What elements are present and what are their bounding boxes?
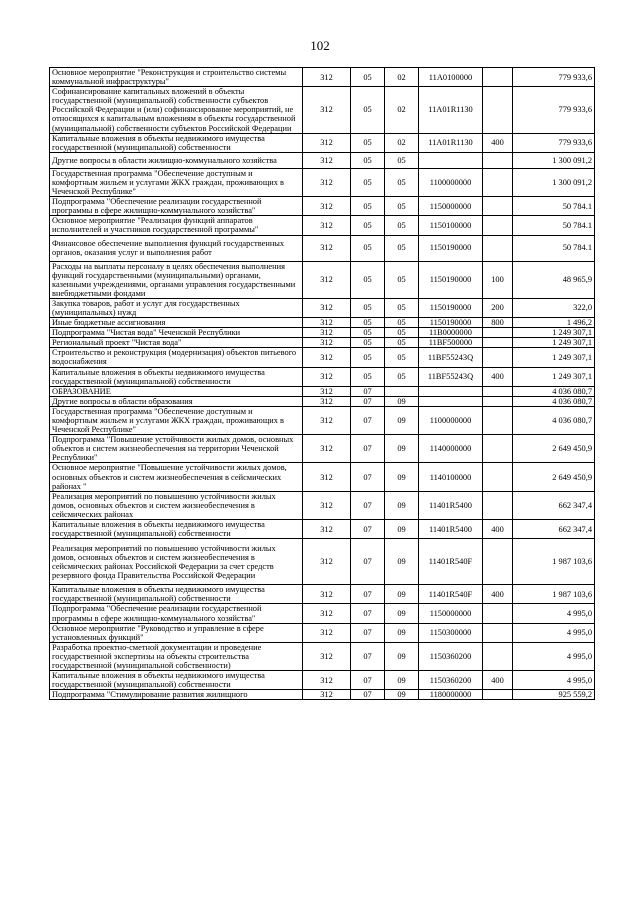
item-name-cell: Разработка проектно-сметной документации и проведение государственной экспертизы на объекты строительства государственной (муниципальной собственности) [50,642,303,670]
section-code-cell: 05 [351,168,385,196]
amount-cell: 2 649 450,9 [513,463,595,491]
section-code-cell: 05 [351,133,385,152]
amount-cell: 4 995,0 [513,642,595,670]
expense-type-code-cell [483,338,513,348]
subsection-code-cell: 02 [385,87,419,133]
ved-code-cell: 312 [303,386,351,396]
section-code-cell: 05 [351,68,385,87]
target-article-code-cell: 1150360200 [419,671,483,690]
amount-cell: 4 036 080,7 [513,406,595,434]
ved-code-cell: 312 [303,604,351,623]
subsection-code-cell: 09 [385,690,419,700]
ved-code-cell: 312 [303,671,351,690]
budget-table [49,67,595,700]
section-code-cell: 07 [351,435,385,463]
target-article-code-cell: 11BF55243Q [419,348,483,367]
target-article-code-cell: 1180000000 [419,690,483,700]
section-code-cell: 05 [351,298,385,317]
table-row [50,168,595,196]
amount-cell: 779 933,6 [513,87,595,133]
subsection-code-cell: 09 [385,642,419,670]
target-article-code-cell: 11401R5400 [419,520,483,539]
expense-type-code-cell: 400 [483,585,513,604]
subsection-code-cell [385,386,419,396]
amount-cell: 48 965,9 [513,261,595,298]
target-article-code-cell: 1140100000 [419,463,483,491]
target-article-code-cell: 11А0100000 [419,68,483,87]
table-row [50,68,595,87]
expense-type-code-cell: 800 [483,318,513,328]
subsection-code-cell: 09 [385,406,419,434]
ved-code-cell: 312 [303,690,351,700]
item-name-cell: Капитальные вложения в объекты недвижимого имущества государственной (муниципальной) собственности [50,367,303,386]
item-name-cell: Подпрограмма "Обеспечение реализации государственной программы в сфере жилищно-коммунального хозяйства" [50,197,303,216]
subsection-code-cell: 02 [385,133,419,152]
amount-cell: 50 784.1 [513,216,595,235]
ved-code-cell: 312 [303,328,351,338]
table-row [50,520,595,539]
table-row [50,585,595,604]
expense-type-code-cell: 400 [483,671,513,690]
target-article-code-cell [419,396,483,406]
section-code-cell: 07 [351,671,385,690]
subsection-code-cell: 05 [385,367,419,386]
section-code-cell: 07 [351,623,385,642]
ved-code-cell: 312 [303,585,351,604]
expense-type-code-cell [483,87,513,133]
item-name-cell: Капитальные вложения в объекты недвижимого имущества государственной (муниципальной) собственности [50,520,303,539]
expense-type-code-cell: 400 [483,520,513,539]
target-article-code-cell [419,386,483,396]
amount-cell: 1 249 307,1 [513,328,595,338]
target-article-code-cell: 11401R540F [419,585,483,604]
item-name-cell: Расходы на выплаты персоналу в целях обеспечения выполнения функций государственными (муниципальными) органами, казенными учреждениями, органами управления государственными внебюджетными фондами [50,261,303,298]
amount-cell: 1 249 307,1 [513,348,595,367]
subsection-code-cell: 05 [385,261,419,298]
target-article-code-cell: 11BF55243Q [419,367,483,386]
table-row [50,348,595,367]
table-row [50,463,595,491]
target-article-code-cell: 1150300000 [419,623,483,642]
target-article-code-cell: 11401R540F [419,539,483,585]
item-name-cell: Подпрограмма "Обеспечение реализации государственной программы в сфере жилищно-коммунального хозяйства" [50,604,303,623]
amount-cell: 4 995,0 [513,671,595,690]
ved-code-cell: 312 [303,435,351,463]
expense-type-code-cell [483,396,513,406]
subsection-code-cell: 05 [385,348,419,367]
amount-cell: 1 249 307,1 [513,367,595,386]
ved-code-cell: 312 [303,623,351,642]
section-code-cell: 05 [351,152,385,168]
ved-code-cell: 312 [303,197,351,216]
target-article-code-cell: 1150000000 [419,197,483,216]
expense-type-code-cell [483,152,513,168]
section-code-cell: 05 [351,328,385,338]
ved-code-cell: 312 [303,68,351,87]
section-code-cell: 07 [351,406,385,434]
subsection-code-cell: 05 [385,328,419,338]
target-article-code-cell: 11401R5400 [419,491,483,519]
item-name-cell: Капитальные вложения в объекты недвижимого имущества государственной (муниципальной) собственности [50,585,303,604]
table-row [50,367,595,386]
subsection-code-cell: 05 [385,318,419,328]
ved-code-cell: 312 [303,133,351,152]
ved-code-cell: 312 [303,348,351,367]
subsection-code-cell: 09 [385,623,419,642]
ved-code-cell: 312 [303,396,351,406]
table-row [50,386,595,396]
subsection-code-cell: 09 [385,671,419,690]
table-row [50,318,595,328]
table-row [50,604,595,623]
amount-cell: 1 300 091,2 [513,152,595,168]
expense-type-code-cell [483,197,513,216]
item-name-cell: Строительство и реконструкция (модернизация) объектов питьевого водоснабжения [50,348,303,367]
table-row [50,197,595,216]
table-row [50,435,595,463]
amount-cell: 322,0 [513,298,595,317]
amount-cell: 1 496,2 [513,318,595,328]
item-name-cell: Основное мероприятие "Повышение устойчивости жилых домов, основных объектов и систем жизнеобеспечения в сейсмических районах " [50,463,303,491]
expense-type-code-cell [483,463,513,491]
expense-type-code-cell: 400 [483,367,513,386]
ved-code-cell: 312 [303,318,351,328]
expense-type-code-cell [483,539,513,585]
subsection-code-cell: 02 [385,68,419,87]
item-name-cell: Финансовое обеспечение выполнения функций государственных органов, оказания услуг и выполнения работ [50,235,303,261]
ved-code-cell: 312 [303,87,351,133]
table-row [50,152,595,168]
section-code-cell: 07 [351,491,385,519]
subsection-code-cell: 05 [385,338,419,348]
target-article-code-cell: 1150190000 [419,261,483,298]
item-name-cell: Основное мероприятие "Реконструкция и строительство системы коммунальной инфраструктуры" [50,68,303,87]
expense-type-code-cell [483,690,513,700]
section-code-cell: 05 [351,87,385,133]
ved-code-cell: 312 [303,520,351,539]
expense-type-code-cell [483,348,513,367]
item-name-cell: Государственная программа "Обеспечение доступным и комфортным жильем и услугами ЖКХ граждан, проживающих в Чеченской Республике" [50,406,303,434]
item-name-cell: ОБРАЗОВАНИЕ [50,386,303,396]
subsection-code-cell: 05 [385,298,419,317]
amount-cell: 925 559,2 [513,690,595,700]
section-code-cell: 07 [351,690,385,700]
table-row [50,406,595,434]
section-code-cell: 05 [351,197,385,216]
amount-cell: 4 036 080,7 [513,396,595,406]
section-code-cell: 05 [351,216,385,235]
target-article-code-cell: 1150190000 [419,298,483,317]
amount-cell: 1 987 103,6 [513,585,595,604]
section-code-cell: 05 [351,338,385,348]
ved-code-cell: 312 [303,491,351,519]
section-code-cell: 05 [351,367,385,386]
ved-code-cell: 312 [303,152,351,168]
amount-cell: 662 347,4 [513,491,595,519]
expense-type-code-cell [483,386,513,396]
item-name-cell: Иные бюджетные ассигнования [50,318,303,328]
section-code-cell: 05 [351,318,385,328]
section-code-cell: 07 [351,520,385,539]
target-article-code-cell: 1150100000 [419,216,483,235]
target-article-code-cell: 11А01R1130 [419,87,483,133]
item-name-cell: Подпрограмма "Стимулирование развития жилищного [50,690,303,700]
item-name-cell: Другие вопросы в области жилищно-коммунального хозяйства [50,152,303,168]
table-row [50,396,595,406]
item-name-cell: Основное мероприятие "Реализация функций аппаратов исполнителей и участников государственной программы" [50,216,303,235]
subsection-code-cell: 05 [385,168,419,196]
target-article-code-cell: 1150190000 [419,318,483,328]
expense-type-code-cell [483,642,513,670]
table-body [50,68,595,700]
page-number: 102 [310,38,330,53]
amount-cell: 662 347,4 [513,520,595,539]
amount-cell: 1 249 307,1 [513,338,595,348]
expense-type-code-cell [483,168,513,196]
table-row [50,216,595,235]
table-row [50,623,595,642]
amount-cell: 4 995,0 [513,604,595,623]
target-article-code-cell: 1150000000 [419,604,483,623]
item-name-cell: Реализация мероприятий по повышению устойчивости жилых домов, основных объектов и систем жизнеобеспечения в сейсмических районах Российской Федерации за счет средств резервного фонда Правительства Российской Федерации [50,539,303,585]
table-row [50,642,595,670]
target-article-code-cell: 11В0000000 [419,328,483,338]
target-article-code-cell: 1150190000 [419,235,483,261]
item-name-cell: Основное мероприятие "Руководство и управление в сфере установленных функций" [50,623,303,642]
table-row [50,298,595,317]
expense-type-code-cell: 100 [483,261,513,298]
amount-cell: 779 933,6 [513,133,595,152]
item-name-cell: Капитальные вложения в объекты недвижимого имущества государственной (муниципальной) собственности [50,671,303,690]
table-row [50,87,595,133]
item-name-cell: Государственная программа "Обеспечение доступным и комфортным жильем и услугами ЖКХ граждан, проживающих в Чеченской Республике" [50,168,303,196]
subsection-code-cell: 09 [385,463,419,491]
subsection-code-cell: 09 [385,520,419,539]
ved-code-cell: 312 [303,168,351,196]
ved-code-cell: 312 [303,261,351,298]
ved-code-cell: 312 [303,367,351,386]
ved-code-cell: 312 [303,642,351,670]
item-name-cell: Капитальные вложения в объекты недвижимого имущества государственной (муниципальной) собственности [50,133,303,152]
ved-code-cell: 312 [303,463,351,491]
table-row [50,491,595,519]
amount-cell: 4 036 080,7 [513,386,595,396]
subsection-code-cell: 09 [385,396,419,406]
subsection-code-cell: 05 [385,235,419,261]
item-name-cell: Закупка товаров, работ и услуг для государственных (муниципальных) нужд [50,298,303,317]
item-name-cell: Другие вопросы в области образования [50,396,303,406]
amount-cell: 1 987 103,6 [513,539,595,585]
item-name-cell: Софинансирование капитальных вложений в объекты государственной (муниципальной) собственности субъектов Российской Федерации и (или) софинансирование мероприятий, не относящихся к капитальным вложениям в объекты государственной (муниципальной) собственности субъектов Российской Федерации [50,87,303,133]
amount-cell: 2 649 450,9 [513,435,595,463]
expense-type-code-cell [483,491,513,519]
item-name-cell: Подпрограмма "Чистая вода" Чеченской Республики [50,328,303,338]
item-name-cell: Реализация мероприятий по повышению устойчивости жилых домов, основных объектов и систем жизнеобеспечения в сейсмических районах [50,491,303,519]
amount-cell: 779 933,6 [513,68,595,87]
section-code-cell: 07 [351,463,385,491]
subsection-code-cell: 09 [385,491,419,519]
table-row [50,133,595,152]
expense-type-code-cell: 400 [483,133,513,152]
target-article-code-cell: 1100000000 [419,168,483,196]
section-code-cell: 05 [351,261,385,298]
expense-type-code-cell [483,406,513,434]
ved-code-cell: 312 [303,406,351,434]
amount-cell: 1 300 091,2 [513,168,595,196]
expense-type-code-cell [483,435,513,463]
subsection-code-cell: 05 [385,152,419,168]
amount-cell: 50 784.1 [513,197,595,216]
target-article-code-cell [419,152,483,168]
ved-code-cell: 312 [303,216,351,235]
table-row [50,328,595,338]
ved-code-cell: 312 [303,298,351,317]
amount-cell: 4 995,0 [513,623,595,642]
subsection-code-cell: 09 [385,585,419,604]
section-code-cell: 07 [351,604,385,623]
table-row [50,261,595,298]
expense-type-code-cell [483,623,513,642]
target-article-code-cell: 11BF500000 [419,338,483,348]
ved-code-cell: 312 [303,539,351,585]
expense-type-code-cell [483,68,513,87]
expense-type-code-cell [483,216,513,235]
target-article-code-cell: 1140000000 [419,435,483,463]
table-row [50,338,595,348]
ved-code-cell: 312 [303,338,351,348]
table-row [50,690,595,700]
subsection-code-cell: 05 [385,197,419,216]
subsection-code-cell: 09 [385,435,419,463]
table-row [50,235,595,261]
table-row [50,539,595,585]
table-row [50,671,595,690]
section-code-cell: 05 [351,348,385,367]
expense-type-code-cell [483,604,513,623]
expense-type-code-cell [483,328,513,338]
section-code-cell: 07 [351,585,385,604]
expense-type-code-cell [483,235,513,261]
section-code-cell: 07 [351,539,385,585]
subsection-code-cell: 09 [385,604,419,623]
item-name-cell: Региональный проект "Чистая вода" [50,338,303,348]
ved-code-cell: 312 [303,235,351,261]
expense-type-code-cell: 200 [483,298,513,317]
section-code-cell: 07 [351,386,385,396]
target-article-code-cell: 11А01R1130 [419,133,483,152]
section-code-cell: 05 [351,235,385,261]
subsection-code-cell: 05 [385,216,419,235]
amount-cell: 50 784.1 [513,235,595,261]
item-name-cell: Подпрограмма "Повышение устойчивости жилых домов, основных объектов и систем жизнеобеспечения на территории Чеченской Республики" [50,435,303,463]
target-article-code-cell: 1100000000 [419,406,483,434]
section-code-cell: 07 [351,396,385,406]
subsection-code-cell: 09 [385,539,419,585]
target-article-code-cell: 1150360200 [419,642,483,670]
section-code-cell: 07 [351,642,385,670]
